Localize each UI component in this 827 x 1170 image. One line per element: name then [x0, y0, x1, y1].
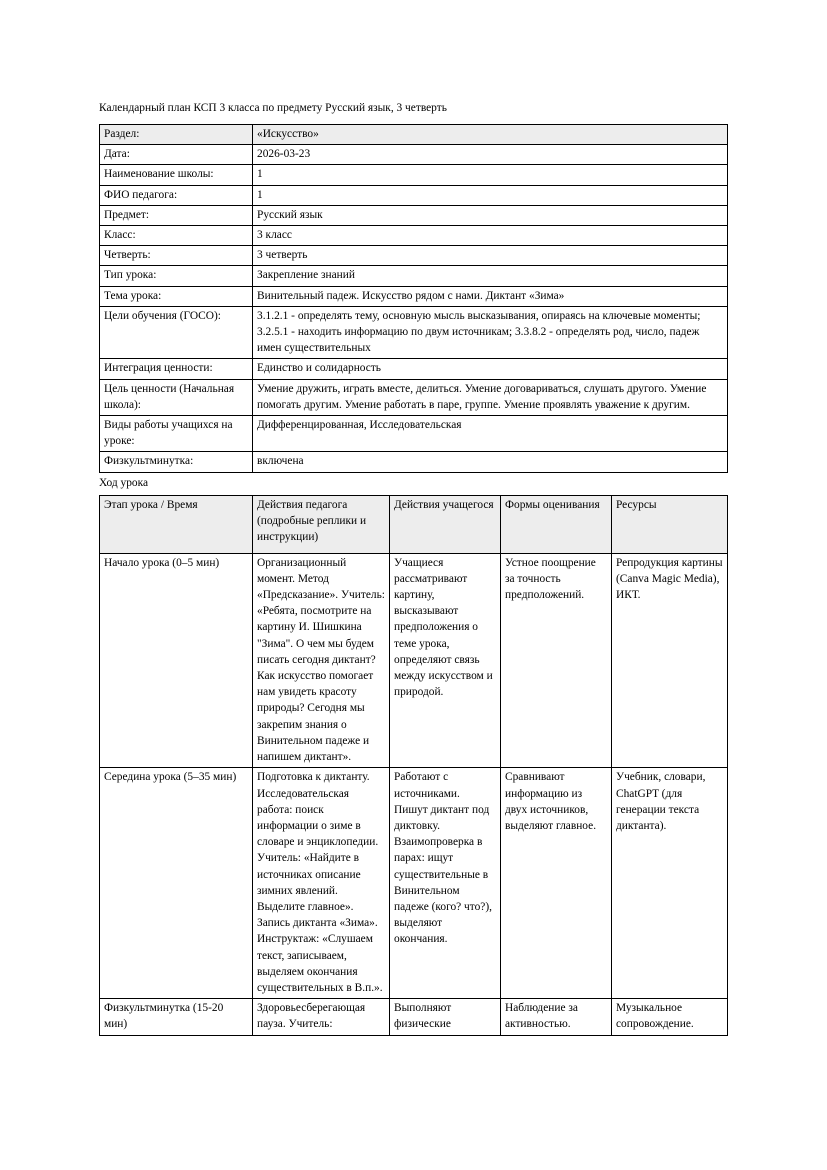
info-row-value: 2026-03-23: [253, 145, 728, 165]
column-header-teacher-actions: Действия педагога (подробные реплики и инструкции): [253, 495, 390, 553]
info-row-label: ФИО педагога:: [100, 185, 253, 205]
info-row-label: Виды работы учащихся на уроке:: [100, 416, 253, 452]
table-row: [100, 768, 728, 999]
info-row-value: Винительный падеж. Искусство рядом с нами. Диктант «Зима»: [253, 286, 728, 306]
info-row-label: Наименование школы:: [100, 165, 253, 185]
cell-student-actions: Выполняют физические: [390, 999, 501, 1035]
info-row-label: Дата:: [100, 145, 253, 165]
info-table-row: [100, 379, 728, 415]
cell-assessment: Наблюдение за активностью.: [501, 999, 612, 1035]
column-header-stage: Этап урока / Время: [100, 495, 253, 553]
info-row-label: Четверть:: [100, 246, 253, 266]
info-row-value: 3.1.2.1 - определять тему, основную мысль высказывания, опираясь на ключевые моменты; 3.2.5.1 - находить информацию по двум источникам; 3.3.8.2 - определять род, число, падеж имен существительных: [253, 306, 728, 359]
info-table-row: [100, 266, 728, 286]
page-title: Календарный план КСП 3 класса по предмету Русский язык, 3 четверть: [99, 102, 447, 114]
info-table-row: [100, 185, 728, 205]
info-row-value: Дифференцированная, Исследовательская: [253, 416, 728, 452]
flow-table-head: [100, 495, 728, 553]
info-table-row: [100, 165, 728, 185]
cell-assessment: Устное поощрение за точность предположений.: [501, 553, 612, 768]
info-table-row: [100, 306, 728, 359]
info-row-value: Единство и солидарность: [253, 359, 728, 379]
info-table-row: [100, 125, 728, 145]
cell-teacher-actions: Подготовка к диктанту. Исследовательская работа: поиск информации о зиме в словаре и энциклопедии. Учитель: «Найдите в источниках описание зимних явлений. Выделите главное». Запись диктанта «Зима». Инструктаж: «Слушаем текст, записываем, выделяем окончания существительных в В.п.».: [253, 768, 390, 999]
column-header-student-actions: Действия учащегося: [390, 495, 501, 553]
info-row-label: Класс:: [100, 226, 253, 246]
info-row-value: Умение дружить, играть вместе, делиться. Умение договариваться, слушать другого. Умение помогать другим. Умение работать в паре, группе. Умение проявлять уважение к другим.: [253, 379, 728, 415]
cell-resources: Учебник, словари, ChatGPT (для генерации текста диктанта).: [612, 768, 728, 999]
cell-student-actions: Учащиеся рассматривают картину, высказывают предположения о теме урока, определяют связь между искусством и природой.: [390, 553, 501, 768]
cell-stage: Физкультминутка (15-20 мин): [100, 999, 253, 1035]
info-row-value: включена: [253, 452, 728, 472]
flow-table-header-row: [100, 495, 728, 553]
info-row-value: Закрепление знаний: [253, 266, 728, 286]
section-caption: Ход урока: [99, 476, 149, 489]
info-table-row: [100, 286, 728, 306]
info-row-label: Тема урока:: [100, 286, 253, 306]
info-row-label: Предмет:: [100, 205, 253, 225]
info-table-row: [100, 359, 728, 379]
table-row: [100, 999, 728, 1035]
table-row: [100, 553, 728, 768]
info-row-value: 3 класс: [253, 226, 728, 246]
info-row-value: Русский язык: [253, 205, 728, 225]
lesson-info-table: [99, 124, 728, 473]
info-row-label: Физкультминутка:: [100, 452, 253, 472]
lesson-flow-table: [99, 495, 728, 1036]
info-row-label: Раздел:: [100, 125, 253, 145]
info-table-row: [100, 226, 728, 246]
info-row-label: Тип урока:: [100, 266, 253, 286]
cell-stage: Начало урока (0–5 мин): [100, 553, 253, 768]
info-row-label: Цели обучения (ГОСО):: [100, 306, 253, 359]
info-table-row: [100, 416, 728, 452]
cell-resources: Музыкальное сопровождение.: [612, 999, 728, 1035]
info-row-value: «Искусство»: [253, 125, 728, 145]
cell-assessment: Сравнивают информацию из двух источников, выделяют главное.: [501, 768, 612, 999]
info-row-value: 1: [253, 165, 728, 185]
cell-teacher-actions: Организационный момент. Метод «Предсказание». Учитель: «Ребята, посмотрите на картину И. Шишкина "Зима". О чем мы будем писать сегодня диктант? Как искусство помогает нам увидеть красоту природы? Сегодня мы закрепим знания о Винительном падеже и напишем диктант».: [253, 553, 390, 768]
info-table-row: [100, 452, 728, 472]
cell-resources: Репродукция картины (Canva Magic Media), ИКТ.: [612, 553, 728, 768]
cell-student-actions: Работают с источниками. Пишут диктант под диктовку. Взаимопроверка в парах: ищут существительные в Винительном падеже (кого? что?), выделяют окончания.: [390, 768, 501, 999]
column-header-resources: Ресурсы: [612, 495, 728, 553]
flow-table-body: [100, 553, 728, 1035]
info-row-label: Интеграция ценности:: [100, 359, 253, 379]
cell-stage: Середина урока (5–35 мин): [100, 768, 253, 999]
info-row-value: 1: [253, 185, 728, 205]
info-table-row: [100, 205, 728, 225]
cell-teacher-actions: Здоровьесберегающая пауза. Учитель:: [253, 999, 390, 1035]
info-table-body: [100, 125, 728, 473]
info-table-row: [100, 145, 728, 165]
info-row-value: 3 четверть: [253, 246, 728, 266]
column-header-assessment-forms: Формы оценивания: [501, 495, 612, 553]
info-table-row: [100, 246, 728, 266]
info-row-label: Цель ценности (Начальная школа):: [100, 379, 253, 415]
